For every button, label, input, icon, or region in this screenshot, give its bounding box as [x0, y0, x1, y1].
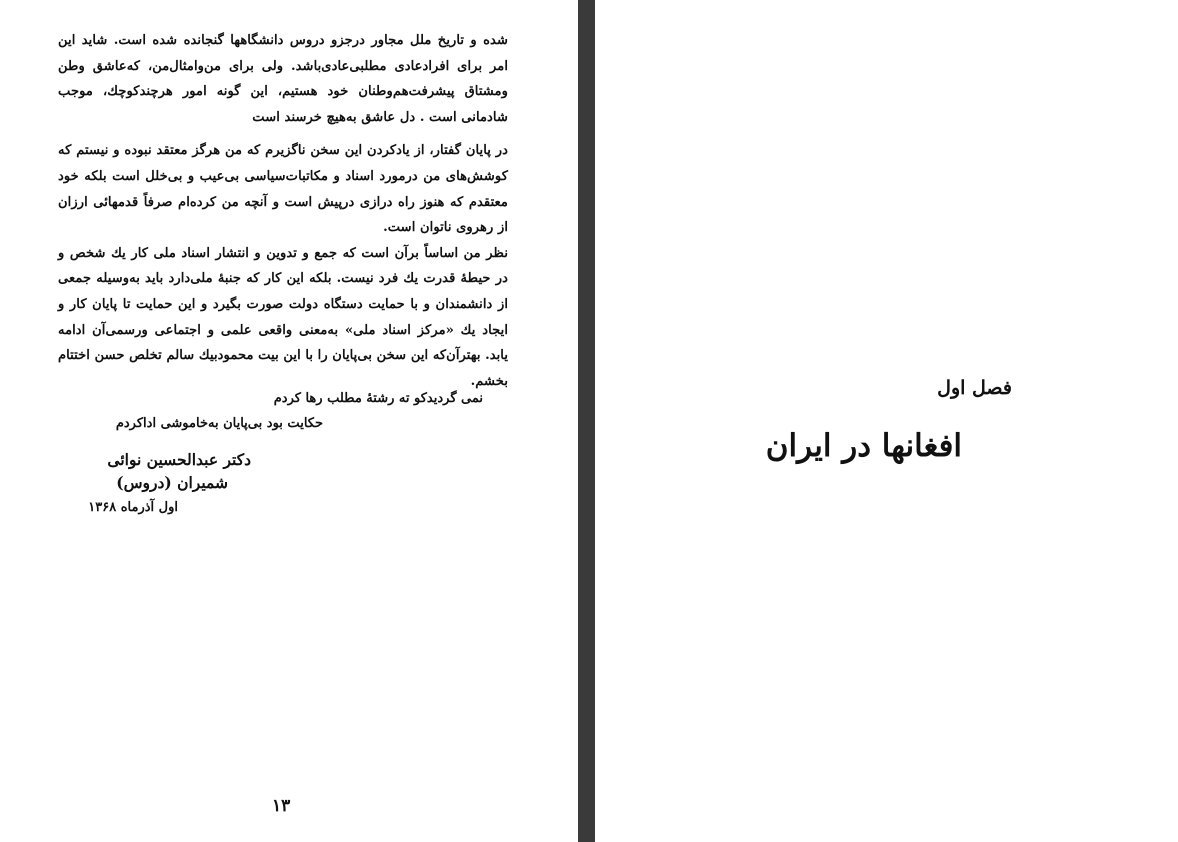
- book-gutter: [578, 0, 595, 842]
- left-page: [0, 0, 578, 842]
- signature-date: اول آذرماه ۱۳۶۸: [88, 500, 178, 515]
- verse-line-2: حکایت بود بی‌پایان به‌خاموشی اداکردم: [115, 416, 323, 431]
- paragraph-3: نظر من اساساً برآن است که جمع و تدوین و انتشار اسناد ملی کار یك شخص و در حیطهٔ قدرت یك فرد نیست. بلکه این کار که جنبهٔ ملی‌دارد باید به‌وسیله جمعی از دانشمندان و با حمایت دستگاه دولت صورت بگیرد و این حمایت تا پایان کار و ایجاد یك «مرکز اسناد ملی» به‌معنی واقعی علمی و اجتماعی ورسمی‌آن ادامه یابد. بهترآن‌که این سخن بی‌پایان را با این بیت محمودبیك سالم تخلص حسن اختتام بخشم.: [58, 245, 508, 389]
- paragraph-1: شده و تاریخ ملل مجاور درجزو دروس دانشگاهها گنجانده شده است. شاید این امر برای افرادعادی مطلبی‌عادی‌باشد. ولی برای من‌وامثال‌من، که‌عاشق وطن ومشتاق پیشرفت‌هم‌وطنان خود هستیم، این گونه امور هرچندکوچك، موجب شادمانی است . دل عاشق به‌هیچ خرسند است: [58, 33, 508, 125]
- right-page: [595, 0, 1178, 842]
- signature-name: دکتر عبدالحسین نوائی: [107, 450, 251, 469]
- signature-place: شمیران (دروس): [116, 473, 228, 492]
- body-text: [58, 28, 508, 394]
- chapter-label: فصل اول: [937, 377, 1012, 399]
- paragraph-2: در پایان گفتار، از یادکردن این سخن ناگزیرم که من هرگز معتقد نبوده و نیستم که کوشش‌های من درمورد اسناد و مکاتبات‌سیاسی بی‌عیب و بی‌خلل است بلکه خود معتقدم که هنوز راه درازی درپیش است و آنچه من کرده‌ام صرفاً قدمهائی ارزان از رهروی ناتوان است.: [58, 143, 508, 236]
- chapter-title: افغانها در ایران: [765, 428, 962, 464]
- page-number: ۱۳: [272, 796, 291, 816]
- verse-line-1: نمی گردیدکو ته رشتهٔ مطلب رها کردم: [273, 391, 483, 406]
